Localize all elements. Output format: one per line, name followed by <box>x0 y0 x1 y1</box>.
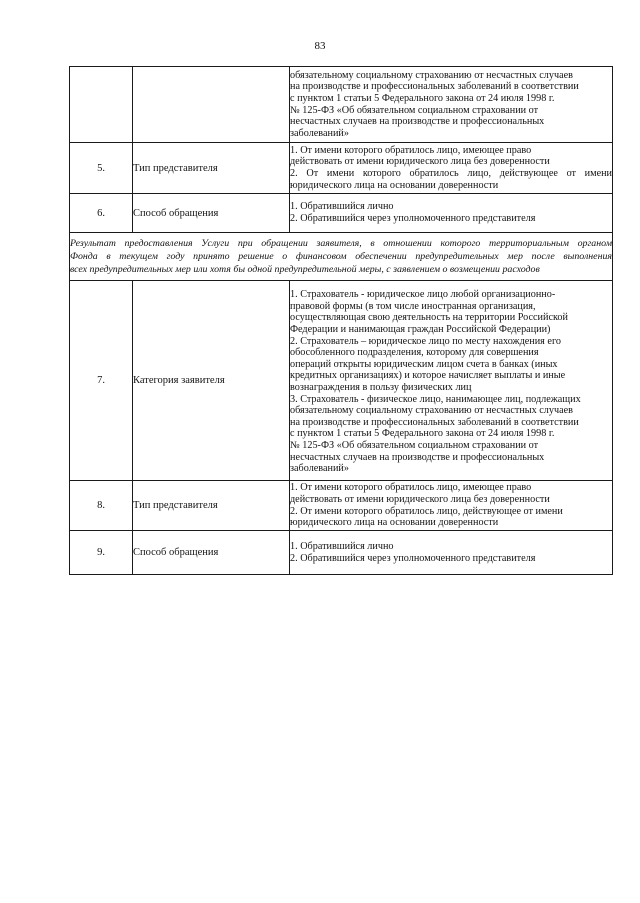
row-number: 7. <box>70 281 133 481</box>
value-line: обязательному социальному страхованию от несчастных случаев <box>290 69 573 81</box>
table-row <box>70 67 613 143</box>
value-line: 2. Обратившийся через уполномоченного представителя <box>290 552 536 564</box>
value-line: юридического лица на основании доверенности <box>290 517 499 529</box>
row-number: 5. <box>70 143 133 194</box>
table-row <box>70 481 613 531</box>
table-row <box>70 531 613 575</box>
row-label: Категория заявителя <box>133 281 290 481</box>
value-line: на производстве и профессиональных заболеваний в соответствии <box>290 81 579 93</box>
value-line: 3. Страхователь - физическое лицо, нанимающее лиц, подлежащих <box>290 393 581 405</box>
row-value <box>290 194 613 233</box>
value-line: обязательному социальному страхованию от несчастных случаев <box>290 405 573 417</box>
row-label: Способ обращения <box>133 531 290 575</box>
value-line: операций открыты юридическим лицом счета в банках (иных <box>290 358 558 370</box>
section-banner-row <box>70 233 613 281</box>
value-line: заболеваний» <box>290 463 349 475</box>
table-row <box>70 194 613 233</box>
row-label: Тип представителя <box>133 143 290 194</box>
row-number <box>70 67 133 143</box>
value-line: заболеваний» <box>290 127 349 139</box>
row-value <box>290 281 613 481</box>
value-line: с пунктом 1 статьи 5 Федерального закона от 24 июля 1998 г. <box>290 428 555 440</box>
value-line: на производстве и профессиональных заболеваний в соответствии <box>290 416 579 428</box>
row-label: Тип представителя <box>133 481 290 531</box>
value-line: действовать от имени юридического лица без доверенности <box>290 156 550 168</box>
row-value <box>290 67 613 143</box>
row-number: 6. <box>70 194 133 233</box>
value-line: 1. От имени которого обратилось лицо, имеющее право <box>290 144 532 156</box>
value-line: 2. От имени которого обратилось лицо, действующее от имени <box>290 168 612 179</box>
value-line: правовой формы (в том числе иностранная организация, <box>290 300 536 312</box>
data-table <box>69 66 613 575</box>
value-line: № 125-ФЗ «Об обязательном социальном страховании от <box>290 104 539 116</box>
value-line: Федерации и нанимающая граждан Российской Федерации) <box>290 324 551 336</box>
row-number: 8. <box>70 481 133 531</box>
row-value <box>290 531 613 575</box>
value-line: вознаграждения в пользу физических лиц <box>290 382 472 393</box>
value-line: действовать от имени юридического лица без доверенности <box>290 493 550 505</box>
value-line: несчастных случаев на производстве и профессиональных <box>290 116 545 128</box>
banner-line: Фонда в текущем году принято решение о финансовом обеспечении предупредительных мер после выполнения <box>70 251 612 262</box>
value-line: 1. От имени которого обратилось лицо, имеющее право <box>290 482 532 494</box>
table-row <box>70 281 613 481</box>
value-line: 2. Обратившийся через уполномоченного представителя <box>290 213 536 224</box>
value-line: с пунктом 1 статьи 5 Федерального закона от 24 июля 1998 г. <box>290 92 555 104</box>
row-number: 9. <box>70 531 133 575</box>
banner-line: Результат предоставления Услуги при обращении заявителя, в отношении которого территориальным органом <box>70 238 612 249</box>
page-number: 83 <box>314 40 326 52</box>
value-line: несчастных случаев на производстве и профессиональных <box>290 451 545 463</box>
value-line: юридического лица на основании доверенности <box>290 179 499 191</box>
value-line: 1. Страхователь - юридическое лицо любой организационно- <box>290 289 556 301</box>
value-line: 1. Обратившийся лично <box>290 540 394 552</box>
row-label <box>133 67 290 143</box>
row-label: Способ обращения <box>133 194 290 233</box>
value-line: 2. От имени которого обратилось лицо, действующее от имени <box>290 505 563 517</box>
section-banner <box>70 233 613 281</box>
value-line: 1. Обратившийся лично <box>290 201 394 213</box>
table-row <box>70 143 613 194</box>
row-value <box>290 481 613 531</box>
value-line: № 125-ФЗ «Об обязательном социальном страховании от <box>290 439 539 451</box>
value-line: осуществляющая свою деятельность на территории Российской <box>290 312 568 324</box>
value-line: 2. Страхователь – юридическое лицо по месту нахождения его <box>290 335 561 347</box>
value-line: обособленного подразделения, которому для совершения <box>290 347 539 359</box>
value-line: кредитных организациях) и которое начисляет выплаты и иные <box>290 370 566 382</box>
banner-line: всех предупредительных мер или хотя бы одной предупредительной меры, с заявлением о возмещении расходов <box>70 264 540 275</box>
row-value <box>290 143 613 194</box>
